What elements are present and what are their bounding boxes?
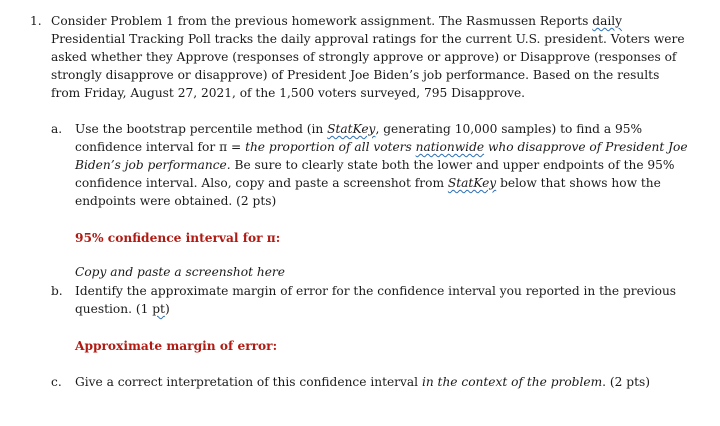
pi-definition: the proportion of all voters [245,140,416,154]
statkey-term: StatKey [327,122,376,136]
part-c-context: in the context of the problem [421,375,603,389]
part-b [51,282,691,355]
part-c-text-1: Give a correct interpretation of this confidence interval [75,375,422,389]
part-a-text [75,120,691,210]
part-b-text [75,282,691,318]
part-c-text-2: . (2 pts) [602,375,650,389]
part-b-pt: pt [152,302,165,316]
part-b-text-2: ) [164,302,170,316]
part-a-letter: a. [51,122,63,136]
pi-definition-end: who disapprove of President Joe Biden’s job performance. [75,140,688,172]
part-a-text-2: , generating 10,000 samples) to find a 95% confidence interval for [75,122,643,154]
part-a-text-1: Use the bootstrap percentile method (in [75,122,328,136]
pi-definition-nationwide: nationwide [415,140,485,154]
pi-symbol: π [219,140,228,154]
part-c-text [75,373,691,391]
question-text-part: Consider Problem 1 from the previous homework assignment. The Rasmussen Reports [51,14,593,28]
question-text-part: Presidential Tracking Poll tracks the daily approval ratings for the current U.S. president. Voters were asked whether they Approve (responses of strongly approve or approve) or Disapprove (responses of strongly disapprove or disapprove) of President Joe Biden’s job performance. Based on the results from Friday, August 27, 2021, of the 1,500 voters surveyed, 795 Disapprove. [51,32,685,100]
part-b-letter: b. [51,284,63,298]
question-text-daily: daily [592,14,623,28]
screenshot-placeholder: Copy and paste a screenshot here [75,265,285,279]
part-a-text-4: Be sure to clearly state both the lower and upper endpoints of the 95% confidence interval. Also, copy and paste a screenshot from [75,158,675,190]
part-c [51,373,691,391]
margin-of-error-label: Approximate margin of error: [75,339,278,353]
statkey-term: StatKey [447,176,497,190]
part-a-text-5: below that shows how the endpoints were obtained. (2 pts) [75,176,661,208]
part-a [51,120,691,281]
ci-answer-label: 95% confidence interval for π: [75,231,281,245]
part-c-letter: c. [51,375,62,389]
question-number: 1. [30,14,42,28]
part-a-text-3: = [227,140,246,154]
question-text [51,12,691,102]
part-b-text-1: Identify the approximate margin of error for the confidence interval you reported in the previous question. (1 [75,284,677,316]
